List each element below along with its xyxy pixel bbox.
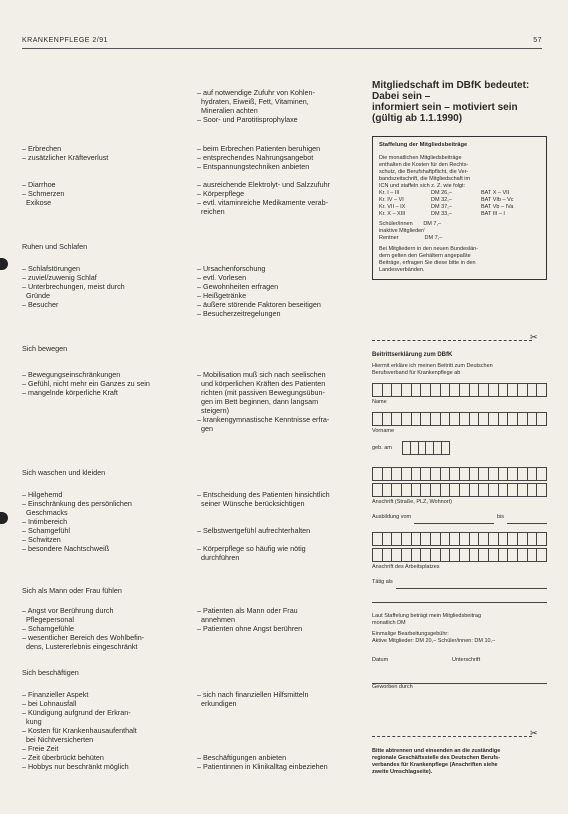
fee-statement: Laut Staffelung beträgt mein Mitgliedsbeitrag monatlich DM bbox=[372, 613, 482, 626]
mailing-instructions: Bitte abtrennen und einsenden an die zuständige regionale Geschäftsstelle des Deutschen Berufs- verbandes für Krankenpflege (Anschriften siehe zweite Umschlagseite). bbox=[372, 748, 501, 775]
date-label: Datum bbox=[372, 657, 389, 663]
cut-line bbox=[372, 340, 532, 341]
journal-title: KRANKENPFLEGE 2/91 bbox=[22, 37, 109, 44]
employer-label: Anschrift des Arbeitsplatzes bbox=[372, 564, 440, 570]
fee-table bbox=[379, 190, 540, 218]
job-field[interactable] bbox=[396, 579, 547, 589]
condition-cell: Sich bewegen bbox=[22, 344, 68, 353]
job-label: Tätig als bbox=[372, 579, 393, 585]
employer-grid[interactable] bbox=[372, 532, 547, 546]
recruiter-label: Geworben durch bbox=[372, 684, 413, 690]
condition-cell: – Angst vor Berührung durch Pflegepersonal – Schamgefühle – wesentlicher Bereich des Wohlbefin- dens, Lustererlebnis eingeschränkt bbox=[22, 606, 145, 651]
measure-cell: – Mobilisation muß sich nach seelischen und körperlichen Kräften des Patienten richten (mit passiven Bewegungsübun- gen im Bett beginnen, dann langsam steigern) – krankengymnastische Kenntnisse erfra- gen bbox=[197, 370, 330, 433]
one-time-fee: Einmalige Bearbeitungsgebühr: Aktive Mitglieder: DM 20,– Schüler/innen: DM 10,– bbox=[372, 631, 496, 644]
birthdate-label: geb. am bbox=[372, 444, 392, 451]
training-label: Ausbildung vom bbox=[372, 514, 412, 520]
page-header bbox=[22, 36, 542, 49]
fee-row bbox=[379, 197, 540, 204]
membership-info bbox=[372, 80, 547, 280]
fee-cell: DM 32,– bbox=[431, 197, 452, 203]
recruiter-field[interactable] bbox=[372, 674, 547, 684]
condition-cell: Sich waschen und kleiden bbox=[22, 468, 106, 477]
fee-cell: DM 26,– bbox=[431, 190, 452, 196]
fee-box-title: Staffelung der Mitgliedsbeiträge bbox=[379, 142, 468, 148]
job-field-2[interactable] bbox=[372, 593, 547, 603]
training-to-label: bis bbox=[496, 514, 504, 520]
fee-cell: BAT Vb – IVa bbox=[481, 204, 514, 210]
fee-box bbox=[372, 136, 547, 280]
fee-cell: BAT X – VII bbox=[481, 190, 510, 196]
condition-cell: – Diarrhoe – Schmerzen Exikose bbox=[22, 180, 65, 207]
fee-cell: Kr. VII – IX bbox=[379, 204, 406, 210]
scissors-icon: ✂ bbox=[530, 728, 538, 738]
cut-line bbox=[372, 736, 532, 737]
form-intro: Hiermit erkläre ich meinen Beitritt zum Deutschen Berufsverband für Krankenpflege ab bbox=[372, 363, 493, 376]
fee-row bbox=[379, 211, 540, 218]
condition-cell: Sich beschäftigen bbox=[22, 668, 79, 677]
membership-form bbox=[372, 352, 547, 691]
address-grid[interactable] bbox=[372, 467, 547, 481]
vorname-grid[interactable] bbox=[372, 412, 547, 426]
fee-row bbox=[379, 190, 540, 197]
signature-label: Unterschrift bbox=[452, 657, 481, 663]
condition-cell: Ruhen und Schlafen bbox=[22, 242, 88, 251]
punch-hole bbox=[0, 512, 8, 524]
name-grid[interactable] bbox=[372, 383, 547, 397]
fee-cell: BAT III – I bbox=[481, 211, 505, 217]
vorname-label: Vorname bbox=[372, 428, 395, 434]
fee-note: Bei Mitgliedern in den neuen Bundeslän- dern gelten den Gehältern angepaßte Beiträge, erfragen Sie diese bitte in den Landesverbänden. bbox=[379, 246, 479, 273]
measure-cell: – Entscheidung des Patienten hinsichtlich seiner Wünsche berücksichtigen – Selbstwertgefühl aufrechterhalten – Körperpflege so häufig wie nötig durchführen bbox=[197, 490, 330, 562]
condition-cell: – Finanzieller Aspekt – bei Lohnausfall – Kündigung aufgrund der Erkran- kung – Kosten für Krankenhausaufenthalt bei Nichtversicherten – Freie Zeit – Zeit überbrückt behüten – Hobbys nur beschränkt möglich bbox=[22, 690, 137, 771]
membership-title: Mitgliedschaft im DBfK bedeutet: Dabei sein – informiert sein – motiviert sein (gültig ab 1.1.1990) bbox=[372, 80, 530, 124]
measure-cell: – Ursachenforschung – evtl. Vorlesen – Gewohnheiten erfragen – Heißgetränke – äußere störende Faktoren beseitigen – Besucherzeitregelungen bbox=[197, 264, 321, 318]
training-to-field[interactable] bbox=[507, 514, 547, 524]
measure-cell: – Patienten als Mann oder Frau annehmen – Patienten ohne Angst berühren bbox=[197, 606, 303, 633]
condition-cell: – Hilgehemd – Einschränkung des persönlichen Geschmacks – Intimbereich – Schamgefühl – Schwitzen – besondere Nachtschweiß bbox=[22, 490, 132, 553]
scissors-icon: ✂ bbox=[530, 332, 538, 342]
fee-cell: DM 33,– bbox=[431, 211, 452, 217]
measure-cell: – ausreichende Elektrolyt- und Salzzufuhr – Körperpflege – evtl. vitaminreiche Medikamente verab- reichen bbox=[197, 180, 331, 216]
employer-grid-2[interactable] bbox=[372, 548, 547, 562]
care-plan-table bbox=[22, 88, 357, 808]
fee-cell: BAT VIb – Vc bbox=[481, 197, 514, 203]
measure-cell: – sich nach finanziellen Hilfsmitteln erkundigen – Beschäftigungen anbieten – Patientinnen in Klinikalltag einbeziehen bbox=[197, 690, 328, 771]
punch-hole bbox=[0, 258, 8, 270]
birthdate-grid[interactable] bbox=[402, 441, 450, 455]
condition-cell: – Erbrechen – zusätzlicher Kräfteverlust bbox=[22, 144, 109, 162]
fee-cell: Kr. X – XIII bbox=[379, 211, 406, 217]
training-from-field[interactable] bbox=[414, 514, 494, 524]
fee-cell: Kr. I – III bbox=[379, 190, 400, 196]
page-number: 57 bbox=[533, 37, 542, 44]
fee-box-text: Die monatlichen Mitgliedsbeiträge enthalten die Kosten für den Rechts- schutz, die Berufshaftpflicht, die Ver- bandszeitschrift, die Mitgliedschaft im ICN und staffeln sich z. Z. wie folgt: bbox=[379, 155, 471, 189]
measure-cell: – auf notwendige Zufuhr von Kohlen- hydraten, Eiweiß, Fett, Vitaminen, Mineralien achten – Soor- und Parotitisprophylaxe bbox=[197, 88, 315, 124]
address-grid-2[interactable] bbox=[372, 483, 547, 497]
inactive-fee: inaktive Mitglieder/ Rentner DM 7,– bbox=[379, 228, 443, 241]
address-label: Anschrift (Straße, PLZ, Wohnort) bbox=[372, 499, 452, 505]
measure-cell: – beim Erbrechen Patienten beruhigen – entsprechendes Nahrungsangebot – Entspannungstechniken anbieten bbox=[197, 144, 321, 171]
students-fee: Schüler/innen DM 7,– bbox=[379, 221, 442, 227]
name-label: Name bbox=[372, 399, 387, 405]
fee-cell: DM 37,– bbox=[431, 204, 452, 210]
form-title: Beitrittserklärung zum DBfK bbox=[372, 352, 453, 358]
condition-cell: – Bewegungseinschränkungen – Gefühl, nicht mehr ein Ganzes zu sein – mangelnde körperliche Kraft bbox=[22, 370, 150, 397]
condition-cell: – Schlafstörungen – zuviel/zuwenig Schlaf – Unterbrechungen, meist durch Gründe – Besucher bbox=[22, 264, 125, 309]
fee-cell: Kr. IV – VI bbox=[379, 197, 404, 203]
condition-cell: Sich als Mann oder Frau fühlen bbox=[22, 586, 122, 595]
fee-row bbox=[379, 204, 540, 211]
